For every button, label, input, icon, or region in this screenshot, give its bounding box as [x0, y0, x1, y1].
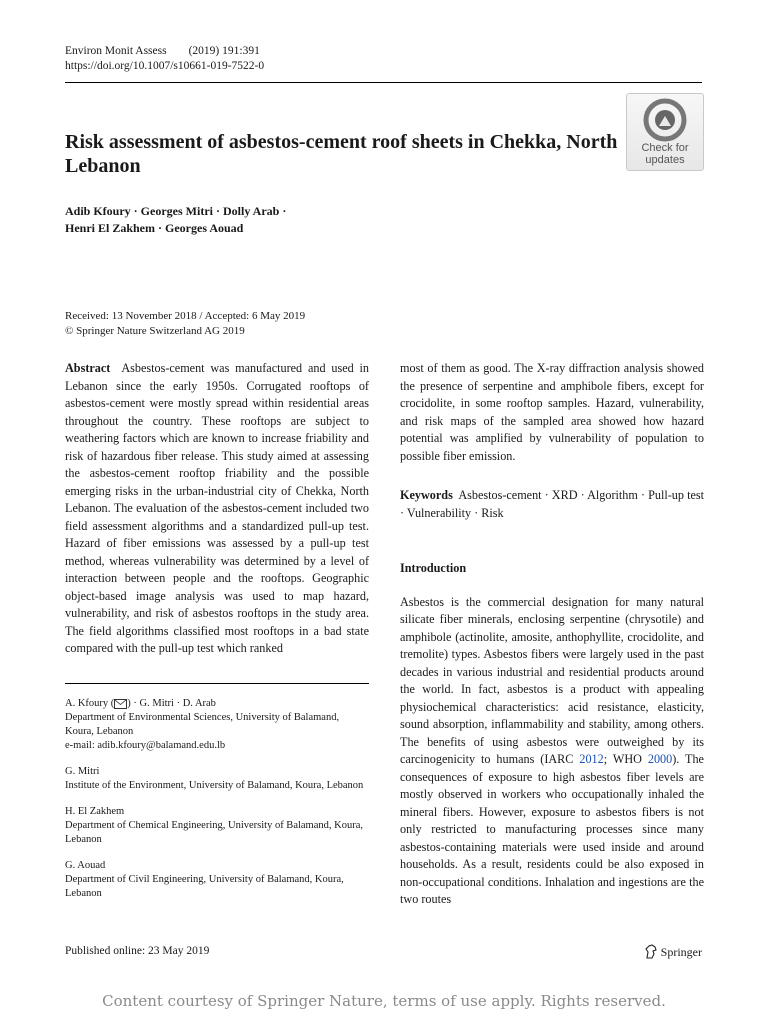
citation-who-2000[interactable]: 2000 — [647, 752, 673, 766]
badge-line-1: Check for — [641, 142, 689, 154]
affiliation-3-dept: Department of Chemical Engineering, University of Balamand, Koura, Lebanon — [65, 820, 363, 845]
abstract-text-right: most of them as good. The X-ray diffraction analysis showed the presence of serpentine and amphibole fibers, except for crocidolite, in some rooftop samples. Hazard, vulnerability, and risk maps of the sampled area showed how hazard potential was amplified by vulnerability of population to possible fiber emission. — [400, 361, 704, 463]
intro-text-sep: ; WHO — [603, 752, 648, 766]
published-online: Published online: 23 May 2019 — [65, 945, 210, 957]
envelope-icon[interactable] — [114, 699, 127, 709]
affiliation-4-name: G. Aouad — [65, 860, 106, 871]
check-for-updates-badge[interactable] — [626, 93, 704, 171]
affiliation-4 — [65, 859, 369, 901]
badge-line-2: updates — [645, 154, 685, 166]
springer-wordmark: Springer — [660, 945, 702, 959]
left-column — [65, 360, 369, 658]
article-title: Risk assessment of asbestos-cement roof sheets in Chekka, North Lebanon — [65, 131, 618, 177]
introduction-paragraph — [400, 594, 704, 909]
author-line-1: Adib Kfoury · Georges Mitri · Dolly Arab · — [65, 204, 287, 218]
affiliation-2-name: G. Mitri — [65, 766, 100, 777]
author-list — [65, 203, 286, 237]
affiliation-1-names-rest: ) · G. Mitri · D. Arab — [127, 698, 216, 709]
article-dates — [65, 309, 305, 339]
affiliation-4-dept: Department of Civil Engineering, University of Balamand, Koura, Lebanon — [65, 874, 344, 899]
crossmark-icon — [643, 98, 687, 142]
citation-iarc-2012[interactable]: 2012 — [579, 752, 604, 766]
affiliations-rule — [65, 683, 369, 684]
intro-text-2: ). The consequences of exposure to high asbestos fiber levels are mostly observed in workers who occupationally inhaled the mineral fibers. However, exposure to asbestos fibers is not only restricted to manufacturing processes since many asbestos-containing materials were used inside and around households. As a result, residents could be also exposed in non-occupational conditions. Inhalation and ingestions are the two routes — [400, 752, 704, 906]
abstract-text-left: Asbestos-cement was manufactured and used in Lebanon since the early 1950s. Corrugated rooftops of asbestos-cement were mostly spread within residential areas throughout the country. These rooftops are subject to weathering factors which are known to increase friability and risk of hazardous fiber release. This study aimed at assessing the asbestos-cement rooftop friability and the possible emerging risks in the urban-industrial city of Chekka, North Lebanon. The evaluation of the asbestos-cement included two field assessment algorithms and a standardized pull-up test. Hazard of fiber emissions was assessed by a pull-up test method, whereas vulnerability was determined by a level of interaction between people and the rooftops. Geographic object-based image analysis was used to map hazard, vulnerability, and risk of asbestos rooftops in the study area. The field algorithms classified most rooftops in a bad state compared with the pull-up test which ranked — [65, 361, 369, 655]
abstract-label: Abstract — [65, 361, 111, 375]
journal-name: Environ Monit Assess — [65, 45, 167, 57]
courtesy-watermark: Content courtesy of Springer Nature, terms of use apply. Rights reserved. — [102, 992, 666, 1010]
affiliations — [65, 697, 369, 913]
received-accepted: Received: 13 November 2018 / Accepted: 6 May 2019 — [65, 310, 306, 322]
affiliation-1-email[interactable]: e-mail: adib.kfoury@balamand.edu.lb — [65, 740, 226, 751]
keywords-label: Keywords — [400, 488, 453, 502]
introduction-heading: Introduction — [400, 561, 467, 575]
right-column — [400, 360, 704, 909]
doi-link[interactable]: https://doi.org/10.1007/s10661-019-7522-0 — [65, 60, 265, 72]
affiliation-3 — [65, 805, 369, 847]
affiliation-1 — [65, 697, 369, 753]
affiliation-3-name: H. El Zakhem — [65, 806, 125, 817]
affiliation-2-dept: Institute of the Environment, University of Balamand, Koura, Lebanon — [65, 780, 364, 791]
abstract-paragraph — [65, 360, 369, 658]
springer-horse-icon — [644, 944, 658, 959]
author-line-2: Henri El Zakhem · Georges Aouad — [65, 221, 244, 235]
springer-logo — [644, 944, 702, 960]
header-rule — [65, 82, 702, 83]
copyright: © Springer Nature Switzerland AG 2019 — [65, 325, 245, 337]
running-header — [65, 44, 264, 74]
keywords-text: Asbestos-cement · XRD · Algorithm · Pull-up test · Vulnerability · Risk — [400, 488, 704, 520]
intro-text-1: Asbestos is the commercial designation for many natural silicate fiber minerals, enclosing serpentine (chrysotile) and amphibole (actinolite, amosite, anthophyllite, crocidolite, and tremolite) types. Asbestos fibers were largely used in the past decades in various industrial and residential products around the world. In fact, asbestos is a product with appealing physiochemical characteristics: acid resistance, elasticity, sound absorption, inflammability and stability, among others. The benefits of using asbestos were outweighed by its carcinogenicity to humans (IARC — [400, 594, 704, 766]
keywords — [400, 487, 704, 522]
affiliation-1-dept: Department of Environmental Sciences, University of Balamand, Koura, Lebanon — [65, 712, 340, 737]
affiliation-2 — [65, 765, 369, 793]
volume-info: (2019) 191:391 — [188, 45, 260, 57]
affiliation-1-names: A. Kfoury ( — [65, 698, 115, 709]
